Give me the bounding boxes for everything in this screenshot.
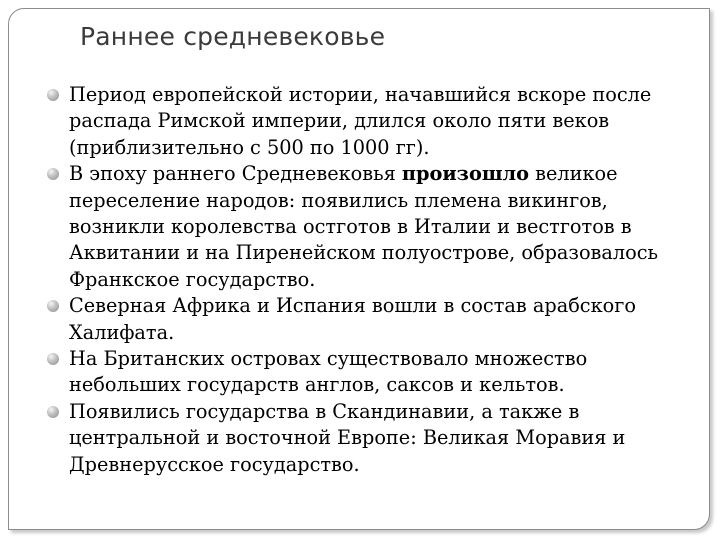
bullet-list [46,82,686,478]
bullet-item-2 [46,161,686,293]
bullet-text-1: Период европейской истории, начавшийся вскоре после распада Римской империи, длился около пяти веков (приблизительно с 500 по 1000 гг). [69,83,652,159]
gray-sphere-bullet-icon [47,89,59,101]
bullet-item-4 [46,346,686,399]
bullet-text-3: Северная Африка и Испания вошли в состав арабского Халифата. [69,294,636,344]
gray-sphere-bullet-icon [47,353,59,365]
bullet-text-4: На Британских островах существовало множество небольших государств англов, саксов и кельтов. [69,347,588,397]
bullet-item-5 [46,399,686,478]
gray-sphere-bullet-icon [47,168,59,180]
bullet-text-5: Появились государства в Скандинавии, а также в центральной и восточной Европе: Великая Моравия и Древнерусское государство. [69,399,626,476]
gray-sphere-bullet-icon [47,406,59,418]
bullet-item-1 [46,82,686,161]
bullet-item-3 [46,293,686,346]
bullet-text-2-emphasis: произошло [401,162,530,186]
gray-sphere-bullet-icon [47,300,59,312]
slide-title: Раннее средневековье [80,22,386,51]
bullet-text-2-start: В эпоху раннего Средневековья [69,162,402,186]
bullet-text-2-end: великое переселение народов: появились племена викингов, возникли королевства остготов в Италии и вестготов в Аквитании и на Пиренейском полуострове, образовалось Франкское государство. [69,162,659,291]
